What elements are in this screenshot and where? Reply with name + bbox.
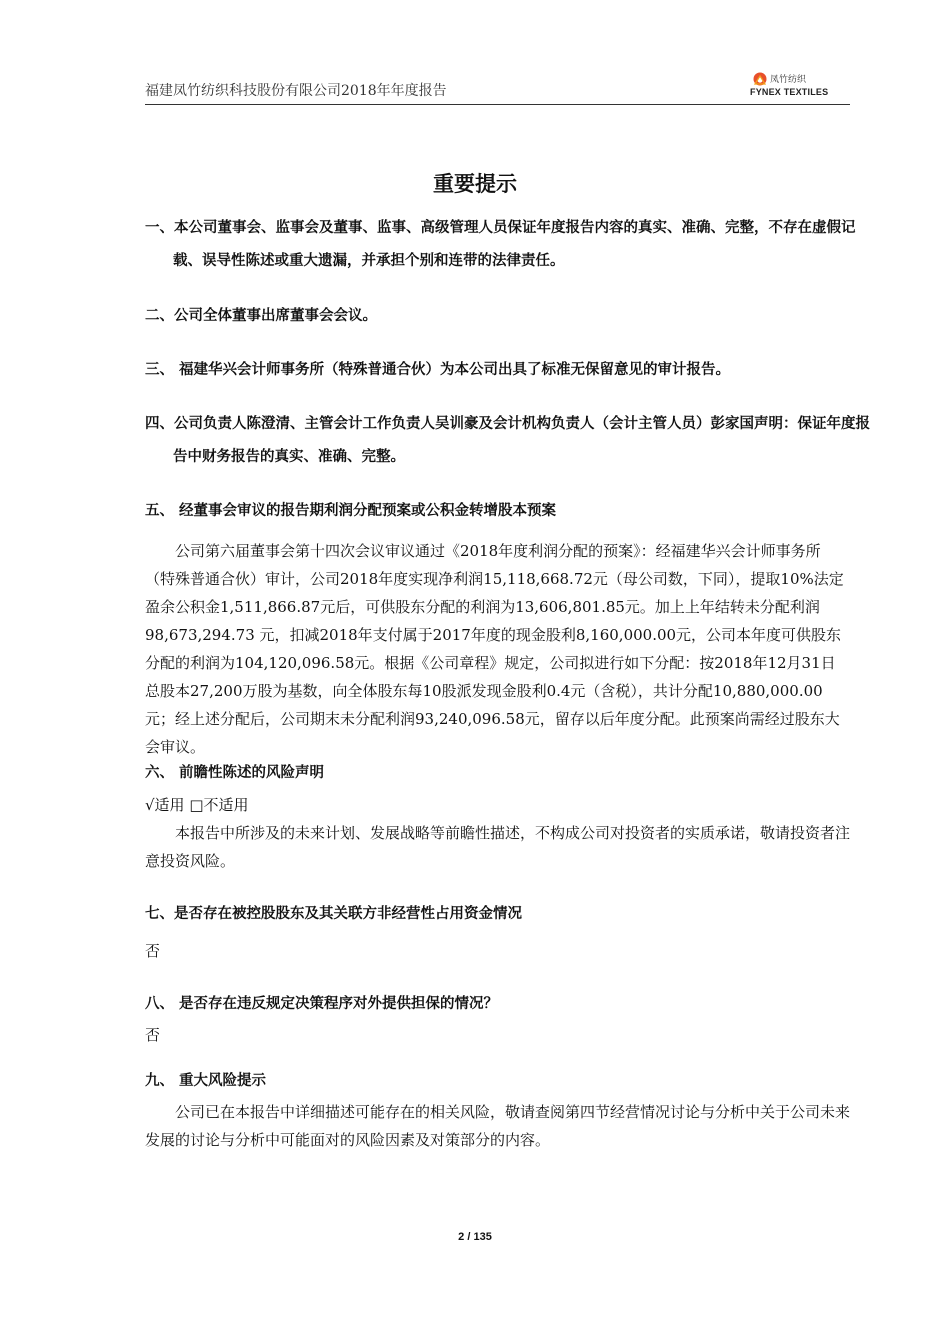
logo-chinese-text: 凤竹纺织 [770,75,807,85]
header-title: 福建凤竹纺织科技股份有限公司2018年年度报告 [145,83,447,99]
item-1: 一、本公司董事会、监事会及董事、监事、高级管理人员保证年度报告内容的真实、准确、完整，不存在虚假记载、误导性陈述或重大遗漏，并承担个别和连带的法律责任。 [145,220,856,269]
item-8-answer: 否 [145,1026,161,1044]
logo-english-text: FYNEX TEXTILES [750,87,829,97]
item-6-option: √适用 □不适用 [145,796,249,814]
company-logo [750,70,848,100]
page-number: 2 / 135 [458,1231,492,1243]
page-title: 重要提示 [433,172,517,196]
item-9-heading: 九、 重大风险提示 [145,1073,267,1089]
item-9-body: 公司已在本报告中详细描述可能存在的相关风险，敬请查阅第四节经营情况讨论与分析中关于公司未来发展的讨论与分析中可能面对的风险因素及对策部分的内容。 [145,1103,851,1149]
page-header [145,70,850,105]
item-2: 二、公司全体董事出席董事会会议。 [145,308,377,324]
item-8-heading: 八、 是否存在违反规定决策程序对外提供担保的情况？ [145,996,499,1012]
item-6-heading: 六、 前瞻性陈述的风险声明 [145,765,325,781]
item-5-body: 公司第六届董事会第十四次会议审议通过《2018年度利润分配的预案》：经福建华兴会计师事务所（特殊普通合伙）审计，公司2018年度实现净利润15,118,668.72元（母公司数，下同），提取10%法定盈余公积金1,511,866.87元后，可供股东分配的利润为13,606,801.85元。加上上年结转未分配利润98,673,294.73 元，扣减2018年支付属于2017年度的现金股利8,160,000.00元，公司本年度可供股东分配的利润为104,120,096.58元。根据《公司章程》规定，公司拟进行如下分配：按2018年12月31日总股本27,200万股为基数，向全体股东每10股派发现金股利0.4元（含税），共计分配10,880,000.00元；经上述分配后，公司期末未分配利润93,240,096.58元，留存以后年度分配。此预案尚需经过股东大会审议。 [145,542,844,756]
item-6-body: 本报告中所涉及的未来计划、发展战略等前瞻性描述，不构成公司对投资者的实质承诺，敬请投资者注意投资风险。 [145,824,851,870]
item-5-heading: 五、 经董事会审议的报告期利润分配预案或公积金转增股本预案 [145,503,557,519]
item-4: 四、公司负责人陈澄清、主管会计工作负责人吴训豪及会计机构负责人（会计主管人员）彭家国声明：保证年度报告中财务报告的真实、准确、完整。 [145,416,870,465]
item-3: 三、 福建华兴会计师事务所（特殊普通合伙）为本公司出具了标准无保留意见的审计报告。 [145,362,731,378]
item-7-answer: 否 [145,942,161,960]
logo-mark-icon [752,71,768,87]
item-7-heading: 七、是否存在被控股股东及其关联方非经营性占用资金情况 [145,906,522,922]
